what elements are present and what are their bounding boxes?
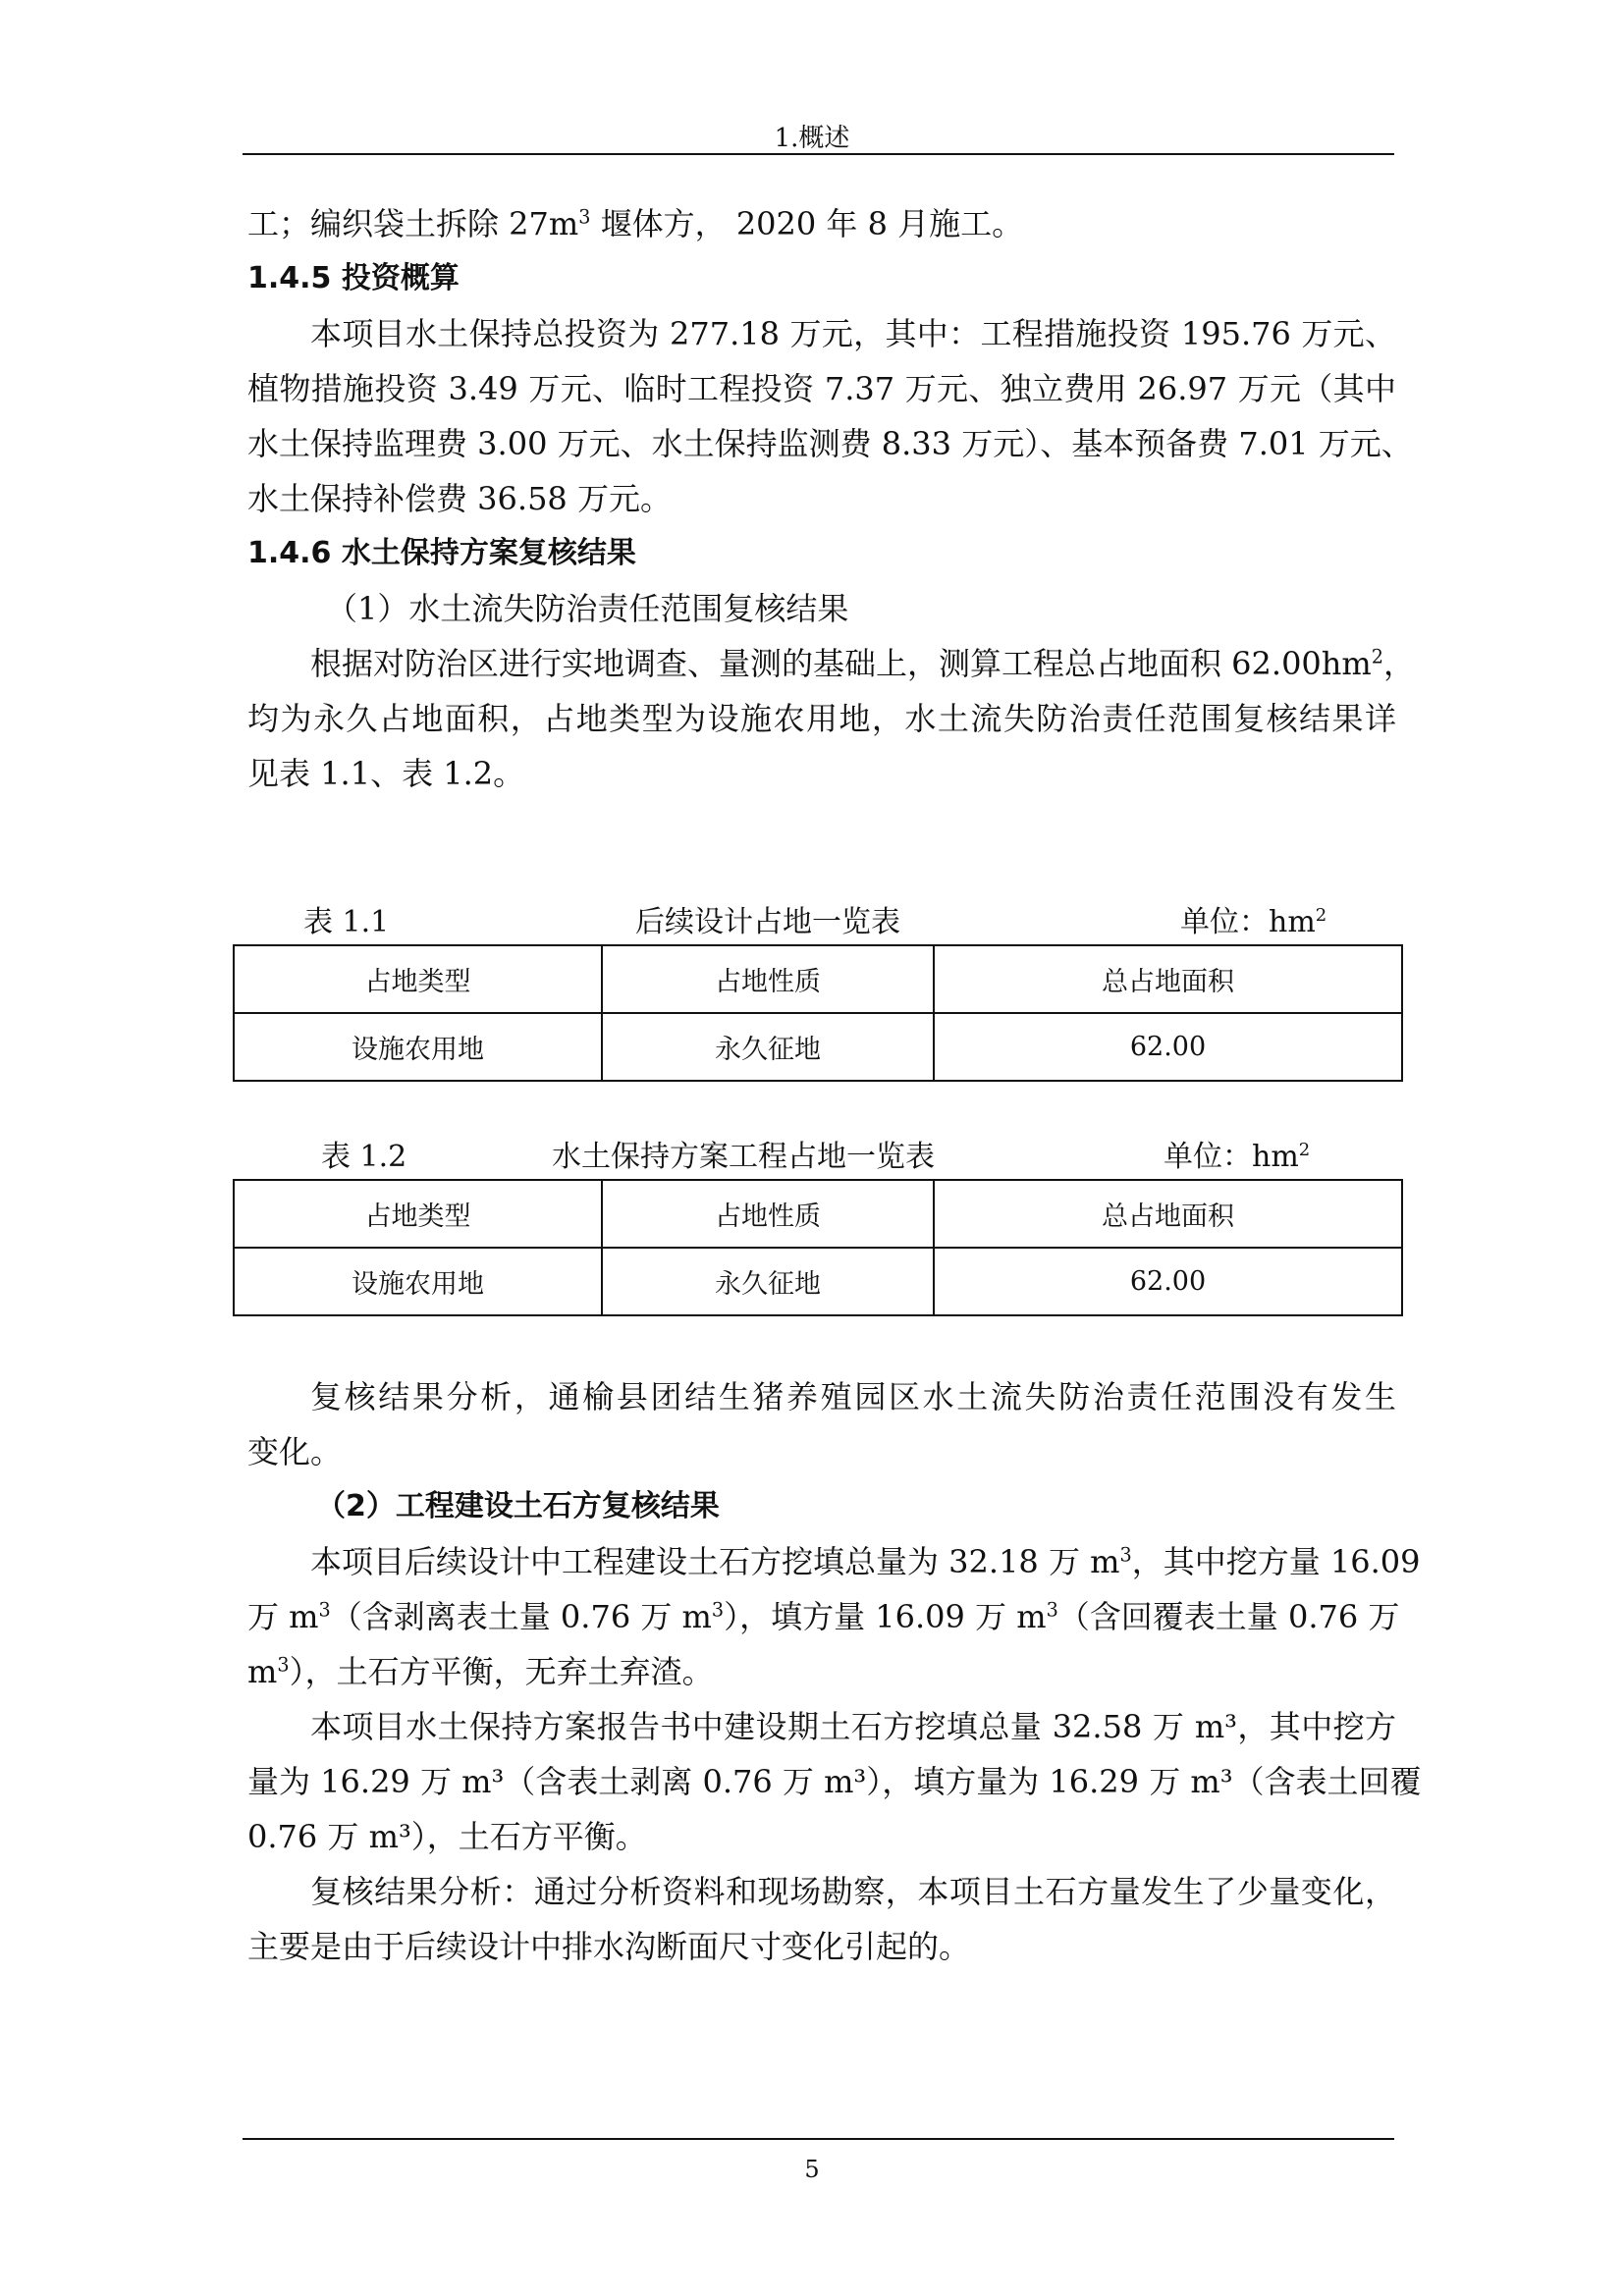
paragraph-line: 均为永久占地面积，占地类型为设施农用地，水土流失防治责任范围复核结果详 — [247, 700, 1396, 737]
table-1-1 — [233, 944, 1403, 1082]
table-1-2 — [233, 1179, 1403, 1316]
table-header-cell: 占地性质 — [602, 945, 934, 1013]
paragraph-line: 水土保持监理费 3.00 万元、水土保持监测费 8.33 万元）、基本预备费 7.01 万元、 — [247, 425, 1413, 462]
table-header-cell: 占地类型 — [234, 1180, 602, 1248]
paragraph-line: 复核结果分析，通榆县团结生猪养殖园区水土流失防治责任范围没有发生 — [310, 1378, 1396, 1415]
table-cell: 设施农用地 — [234, 1248, 602, 1315]
section-heading-1-4-6: 1.4.6 水土保持方案复核结果 — [247, 536, 636, 570]
table-header-row — [234, 1180, 1402, 1248]
table-title: 后续设计占地一览表 — [635, 905, 900, 939]
paragraph-line: 水土保持补偿费 36.58 万元。 — [247, 480, 672, 517]
table-cell: 62.00 — [934, 1013, 1402, 1081]
table-cell: 62.00 — [934, 1248, 1402, 1315]
table-label: 表 1.1 — [303, 905, 390, 939]
paragraph-line: 本项目水土保持总投资为 277.18 万元，其中：工程措施投资 195.76 万元、 — [310, 315, 1396, 352]
section-earthwork — [247, 1369, 1422, 1974]
table-1-2-caption — [233, 1136, 1401, 1179]
table-title: 水土保持方案工程占地一览表 — [552, 1140, 935, 1174]
table-unit: 单位：$hm^2$ — [1164, 1140, 1311, 1174]
paragraph-line: 主要是由于后续设计中排水沟断面尺寸变化引起的。 — [247, 1928, 971, 1965]
table-unit: 单位：$hm^2$ — [1180, 905, 1327, 939]
paragraph-line: 万 $m^3$（含剥离表土量 0.76 万 $m^3$），填方量 16.09 万 $m^3$（含回覆表土量 0.76 万 — [247, 1598, 1400, 1635]
table-1-1-caption — [233, 901, 1401, 944]
subheading-responsibility-range: （1）水土流失防治责任范围复核结果 — [326, 590, 849, 627]
table-header-row — [234, 945, 1402, 1013]
paragraph-line: 变化。 — [247, 1433, 343, 1470]
page-header-title: 1.概述 — [774, 124, 850, 153]
table-header-cell: 总占地面积 — [934, 945, 1402, 1013]
table-header-cell: 占地类型 — [234, 945, 602, 1013]
table-header-cell: 总占地面积 — [934, 1180, 1402, 1248]
paragraph-line: $m^3$），土石方平衡，无弃土弃渣。 — [247, 1653, 714, 1690]
header-rule — [243, 153, 1394, 155]
page-number: 5 — [804, 2156, 820, 2183]
table-row — [234, 1248, 1402, 1315]
subheading-earthwork: （2）工程建设土石方复核结果 — [316, 1489, 720, 1523]
paragraph-line: 量为 16.29 万 m³（含表土剥离 0.76 万 m³），填方量为 16.29 万 m³（含表土回覆 — [247, 1763, 1422, 1800]
section-1-4-5 — [247, 196, 1415, 801]
paragraph-line: 根据对防治区进行实地调查、量测的基础上，测算工程总占地面积 $62.00hm^2$， — [310, 645, 1415, 682]
table-row — [234, 1013, 1402, 1081]
paragraph-line: 见表 1.1、表 1.2。 — [247, 755, 525, 792]
paragraph-line: 0.76 万 m³），土石方平衡。 — [247, 1818, 647, 1855]
paragraph-line: 复核结果分析：通过分析资料和现场勘察，本项目土石方量发生了少量变化， — [310, 1873, 1396, 1910]
table-cell: 永久征地 — [602, 1013, 934, 1081]
table-header-cell: 占地性质 — [602, 1180, 934, 1248]
table-cell: 设施农用地 — [234, 1013, 602, 1081]
section-heading-1-4-5: 1.4.5 投资概算 — [247, 261, 460, 295]
footer-rule — [243, 2138, 1394, 2140]
paragraph-line: 植物措施投资 3.49 万元、临时工程投资 7.37 万元、独立费用 26.97 万元（其中 — [247, 370, 1396, 407]
paragraph-line: 本项目后续设计中工程建设土石方挖填总量为 32.18 万 $m^3$，其中挖方量 16.09 — [310, 1543, 1421, 1580]
paragraph-line: 工；编织袋土拆除 $27m^3$ 堰体方， 2020 年 8 月施工。 — [247, 205, 1024, 242]
table-label: 表 1.2 — [321, 1140, 407, 1174]
paragraph-line: 本项目水土保持方案报告书中建设期土石方挖填总量 32.58 万 m³，其中挖方 — [310, 1708, 1396, 1745]
table-cell: 永久征地 — [602, 1248, 934, 1315]
